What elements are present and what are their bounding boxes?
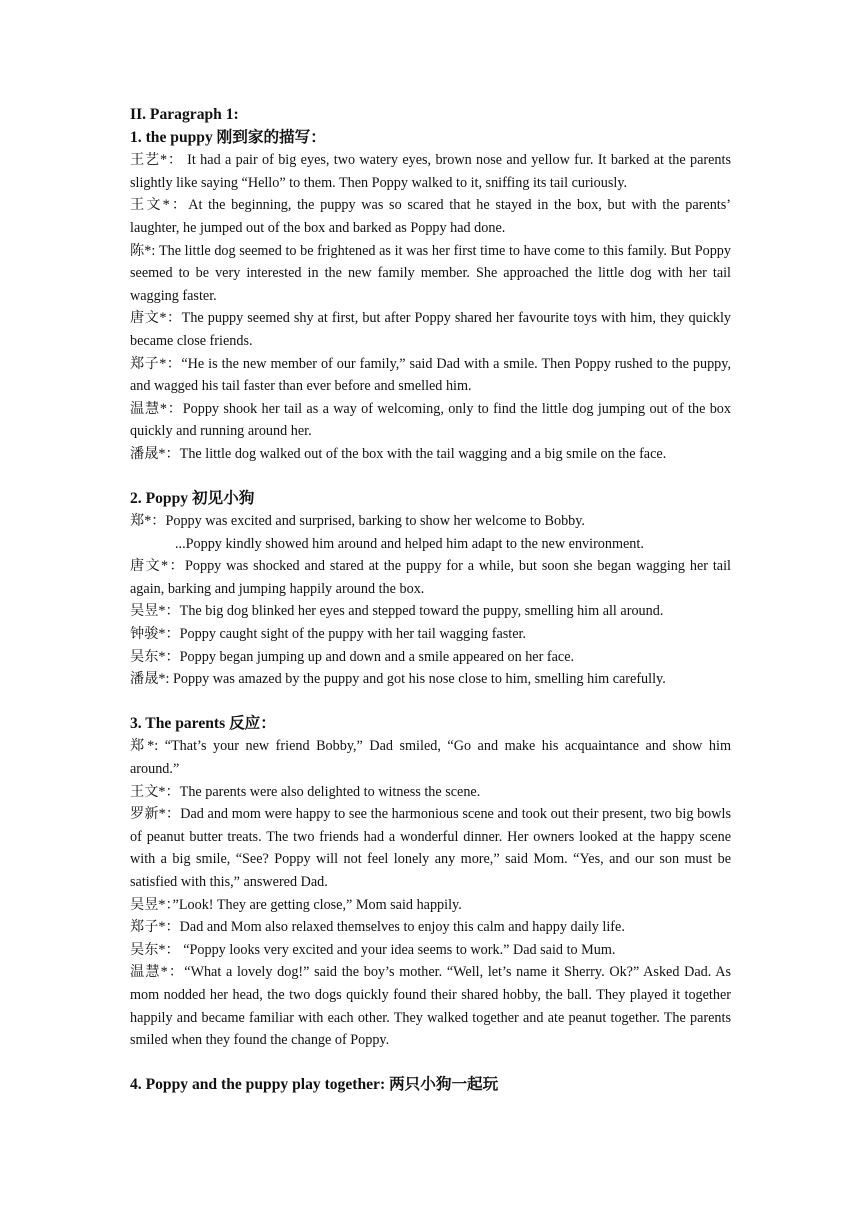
entry: 潘晟*：The little dog walked out of the box with the tail wagging and a big smile on the face. <box>130 445 667 462</box>
entry: 罗新*：Dad and mom were happy to see the harmonious scene and took out their present, two big bowls of peanut butter treats. The two friends had a wonderful dinner. Her owners looked at the happy scene with a big smile, “See? Poppy will not feel lonely any more,” said Mom. “Yes, and our son must be satisfied with this,” answered Dad. <box>130 806 731 890</box>
entry: 吴昱*：The big dog blinked her eyes and stepped toward the puppy, smelling him all around. <box>130 603 664 620</box>
entry: 陈*: The little dog seemed to be frightened as it was her first time to have come to this family. But Poppy seemed to be very interested in the new family member. She approached the little dog with her tail wagging faster. <box>130 242 731 304</box>
entry: 王文*：At the beginning, the puppy was so scared that he stayed in the box, but with the parents’ laughter, he jumped out of the box and barked as Poppy had done. <box>130 197 731 236</box>
spacer <box>130 691 731 713</box>
entry: 潘晟*: Poppy was amazed by the puppy and got his nose close to him, smelling him carefully. <box>130 671 666 688</box>
entry: 唐文*：The puppy seemed shy at first, but after Poppy shared her favourite toys with him, they quickly became close friends. <box>130 310 731 349</box>
entry: 郑子*：“He is the new member of our family,” said Dad with a smile. Then Poppy rushed to the puppy, and wagged his tail faster than ever before and smelled him. <box>130 355 731 395</box>
entry: 吴昱*：”Look! They are getting close,” Mom said happily. <box>130 896 462 913</box>
entry: 郑*：Poppy was excited and surprised, barking to show her welcome to Bobby. <box>130 513 585 530</box>
entry: 温慧*：Poppy shook her tail as a way of welcoming, only to find the little dog jumping out of the box quickly and running around her. <box>130 400 731 440</box>
heading-2: 2. Poppy 初见小狗 <box>130 489 255 507</box>
heading-3: 3. The parents 反应： <box>130 714 276 732</box>
entry: 王艺*： It had a pair of big eyes, two watery eyes, brown nose and yellow fur. It barked at the parents slightly like saying “Hello” to them. Then Poppy walked to it, sniffing its tail curiously. <box>130 152 731 191</box>
entry: 吴东*： “Poppy looks very excited and your idea seems to work.” Dad said to Mum. <box>130 941 616 958</box>
entry: 温慧*：“What a lovely dog!” said the boy’s mother. “Well, let’s name it Sherry. Ok?” Asked Dad. As mom nodded her head, the two dogs quickly found their shared hobby, the ball. They played it together happily and became familiar with each other. They walked together and ate peanut together. The parents smiled when they found the change of Poppy. <box>130 964 731 1049</box>
entry-continuation: ...Poppy kindly showed him around and helped him adapt to the new environment. <box>175 535 644 552</box>
heading-1: 1. the puppy 刚到家的描写： <box>130 128 326 146</box>
document-page <box>130 104 731 1096</box>
heading-4: 4. Poppy and the puppy play together: 两只小狗一起玩 <box>130 1075 499 1093</box>
entry: 郑*: “That’s your new friend Bobby,” Dad smiled, “Go and make his acquaintance and show him around.” <box>130 738 731 778</box>
entry: 钟骏*：Poppy caught sight of the puppy with her tail wagging faster. <box>130 626 527 643</box>
entry: 王文*：The parents were also delighted to witness the scene. <box>130 783 481 800</box>
entry: 唐文*：Poppy was shocked and stared at the puppy for a while, but soon she began wagging her tail again, barking and jumping happily around the box. <box>130 558 731 597</box>
entry: 吴东*：Poppy began jumping up and down and a smile appeared on her face. <box>130 648 575 665</box>
section-title: II. Paragraph 1: <box>130 106 239 123</box>
entry: 郑子*：Dad and Mom also relaxed themselves to enjoy this calm and happy daily life. <box>130 919 625 936</box>
spacer <box>130 1052 731 1074</box>
spacer <box>130 466 731 488</box>
